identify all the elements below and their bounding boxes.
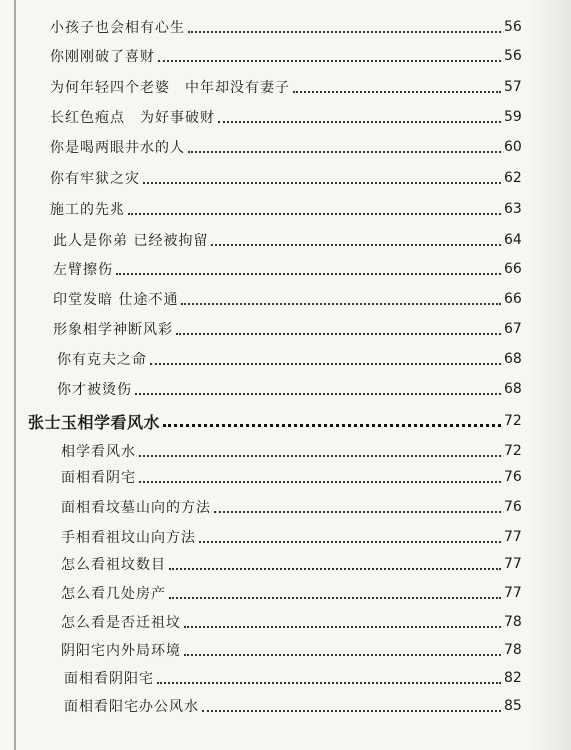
toc-entry[interactable]	[0, 666, 571, 690]
toc-entry[interactable]	[0, 377, 571, 401]
toc-entry-title: 面相看阴宅	[61, 470, 136, 486]
toc-entry-page: 57	[504, 79, 522, 95]
toc-entry[interactable]	[0, 610, 571, 634]
toc-entry-title: 你才被烫伤	[57, 382, 132, 398]
toc-entry-page: 62	[504, 170, 522, 186]
toc-entry-page: 82	[504, 670, 522, 686]
dot-leader	[139, 454, 501, 457]
dot-leader	[214, 510, 501, 513]
toc-entry-page: 77	[504, 529, 522, 545]
toc-entry[interactable]	[0, 439, 571, 463]
toc-entry-page: 59	[504, 109, 522, 125]
dot-leader	[188, 30, 501, 33]
toc-entry-title: 此人是你弟 已经被拘留	[53, 233, 209, 249]
toc-entry-title: 怎么看祖坟数目	[61, 557, 166, 573]
toc-entry-page: 56	[504, 19, 522, 35]
dot-leader	[163, 423, 501, 427]
toc-entry-title: 面相看阴阳宅	[64, 671, 154, 687]
toc-entry-page: 66	[504, 291, 522, 307]
toc-entry[interactable]	[0, 75, 571, 99]
toc-entry[interactable]	[0, 287, 571, 311]
toc-entry[interactable]	[0, 581, 571, 605]
dot-leader	[157, 681, 501, 684]
toc-entry-page: 63	[504, 201, 522, 217]
dot-leader	[150, 362, 501, 365]
toc-entry[interactable]	[0, 197, 571, 221]
toc-entry[interactable]	[0, 317, 571, 341]
dot-leader	[211, 243, 501, 246]
toc-entry-page: 68	[504, 381, 522, 397]
toc-entry-title: 你是喝两眼井水的人	[50, 140, 185, 156]
toc-entry-page: 77	[504, 585, 522, 601]
toc-entry-page: 67	[504, 321, 522, 337]
toc-entry-title: 你有克夫之命	[57, 352, 147, 368]
toc-entry-title: 小孩子也会相有心生	[50, 20, 185, 36]
dot-leader	[116, 272, 501, 275]
toc-entry[interactable]	[0, 347, 571, 371]
toc-entry-page: 56	[504, 48, 522, 64]
toc-entry-title: 面相看阳宅办公风水	[64, 699, 199, 715]
dot-leader	[181, 302, 501, 305]
dot-leader	[202, 709, 501, 712]
dot-leader	[135, 392, 501, 395]
dot-leader	[199, 540, 501, 543]
toc-entry[interactable]	[0, 525, 571, 549]
dot-leader	[169, 596, 501, 599]
toc-entry[interactable]	[0, 15, 571, 39]
toc-entry[interactable]	[0, 465, 571, 489]
toc-entry-title: 手相看祖坟山向方法	[61, 530, 196, 546]
toc-entry-page: 68	[504, 351, 522, 367]
toc-entry-page: 76	[504, 499, 522, 515]
toc-entry-title: 施工的先兆	[50, 202, 125, 218]
toc-entry[interactable]	[0, 166, 571, 190]
toc-entry-title: 为何年轻四个老婆 中年却没有妻子	[50, 80, 290, 96]
toc-entry-page: 72	[504, 443, 522, 459]
toc-entry-title: 怎么看几处房产	[61, 586, 166, 602]
toc-entry-title: 你刚刚破了喜财	[50, 49, 155, 65]
toc-entry[interactable]	[0, 694, 571, 718]
toc-entry-title: 相学看风水	[61, 444, 136, 460]
dot-leader	[169, 567, 501, 570]
toc-entry[interactable]	[0, 495, 571, 519]
dot-leader	[139, 480, 501, 483]
toc-entry-page: 77	[504, 556, 522, 572]
dot-leader	[184, 653, 501, 656]
dot-leader	[218, 120, 501, 123]
toc-entry[interactable]	[0, 105, 571, 129]
toc-entry[interactable]	[0, 638, 571, 662]
dot-leader	[293, 90, 501, 93]
toc-section-title: 张士玉相学看风水	[28, 412, 161, 432]
toc-entry[interactable]	[0, 228, 571, 252]
toc-entry-page: 78	[504, 642, 522, 658]
dot-leader	[128, 212, 501, 215]
toc-entry-title: 长红色疱点 为好事破财	[50, 110, 215, 126]
toc-entry-title: 怎么看是否迁祖坟	[61, 615, 181, 631]
toc-entry[interactable]	[0, 135, 571, 159]
toc-section-heading[interactable]	[0, 409, 571, 433]
toc-entry-page: 78	[504, 614, 522, 630]
toc-entry-page: 64	[504, 232, 522, 248]
toc-entry-page: 60	[504, 139, 522, 155]
toc-entry-title: 面相看坟墓山向的方法	[61, 500, 211, 516]
dot-leader	[143, 181, 501, 184]
toc-entry-title: 形象相学神断风彩	[53, 322, 173, 338]
dot-leader	[188, 150, 501, 153]
toc-entry-page: 66	[504, 261, 522, 277]
toc-entry-title: 左臂擦伤	[53, 262, 113, 278]
toc-entry[interactable]	[0, 44, 571, 68]
toc-entry-title: 阴阳宅内外局环境	[61, 643, 181, 659]
dot-leader	[176, 332, 501, 335]
toc-entry-title: 你有牢狱之灾	[50, 171, 140, 187]
toc-entry-title: 印堂发暗 仕途不通	[53, 292, 179, 308]
toc-entry-page: 76	[504, 469, 522, 485]
dot-leader	[184, 625, 501, 628]
toc-entry-page: 72	[504, 413, 522, 429]
toc-entry[interactable]	[0, 552, 571, 576]
dot-leader	[158, 59, 501, 62]
toc-entry-page: 85	[504, 698, 522, 714]
toc-entry[interactable]	[0, 257, 571, 281]
